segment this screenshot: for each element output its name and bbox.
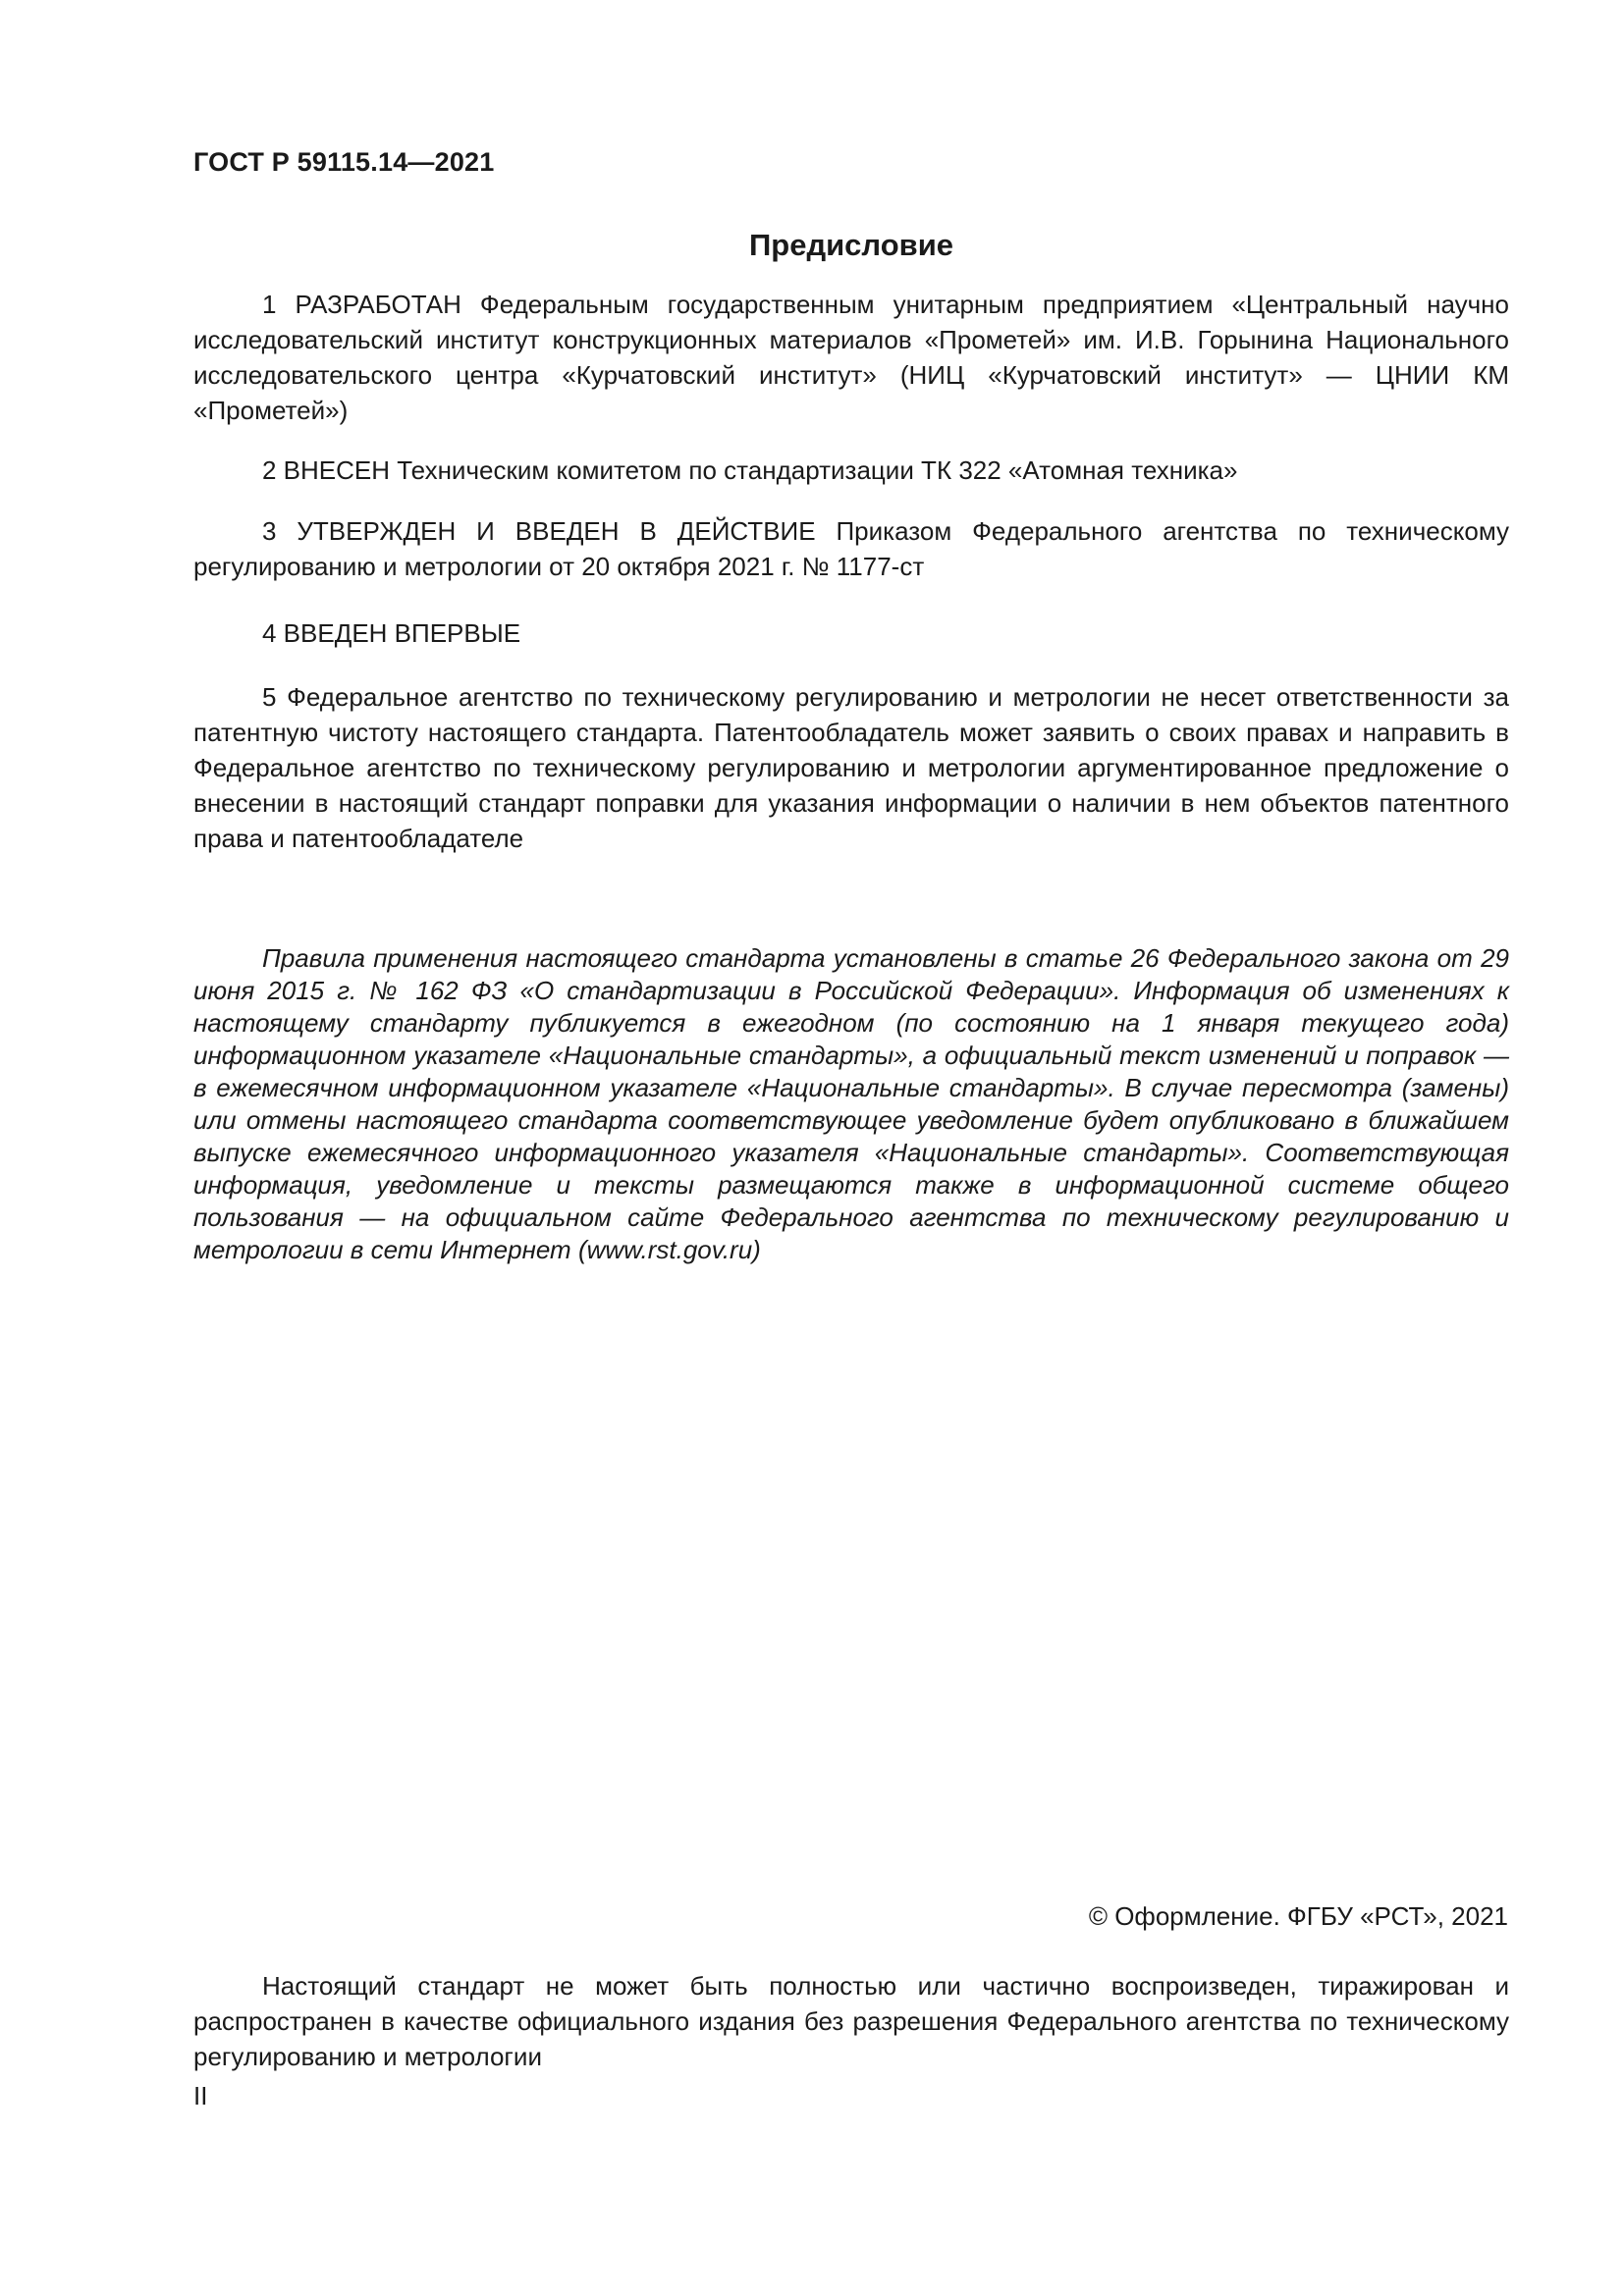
page-title: Предисловие [748,228,953,262]
foreword-item-4: 4 ВВЕДЕН ВПЕРВЫЕ [262,618,521,648]
reproduction-notice: Настоящий стандарт не может быть полностью или частично воспроизведен, тиражирован и распространен в качестве официального издания без разрешения Федерального агентства по техническому регулированию и метрологии [193,1971,1509,2071]
foreword-item-3: 3 УТВЕРЖДЕН И ВВЕДЕН В ДЕЙСТВИЕ Приказом Федерального агентства по техническому регулированию и метрологии от 20 октября 2021 г. № 1177-ст [193,516,1509,581]
standard-application-notice: Правила применения настоящего стандарта установлены в статье 26 Федерального закона от 29 июня 2015 г. № 162 ФЗ «О стандартизации в Российской Федерации». Информация об изменениях к настоящему стандарту публикуется в ежегодном (по состоянию на 1 января текущего года) информационном указателе «Национальные стандарты», а официальный текст изменений и поправок — в ежемесячном информационном указателе «Национальные стандарты». В случае пересмотра (замены) или отмены настоящего стандарта соответствующее уведомление будет опубликовано в ближайшем выпуске ежемесячного информационного указателя «Национальные стандарты». Соответствующая информация, уведомление и тексты размещаются также в информационной системе общего пользования — на официальном сайте Федерального агентства по техническому регулированию и метрологии в сети Интернет (www.rst.gov.ru) [193,943,1509,1264]
foreword-item-1: 1 РАЗРАБОТАН Федеральным государственным унитарным предприятием «Центральный научно исследовательский институт конструкционных материалов «Прометей» им. И.В. Горынина Национального исследовательского центра «Курчатовский институт» (НИЦ «Курчатовский институт» — ЦНИИ КМ «Прометей») [193,290,1509,425]
foreword-item-5: 5 Федеральное агентство по техническому регулированию и метрологии не несет ответственности за патентную чистоту настоящего стандарта. Патентообладатель может заявить о своих правах и направить в Федеральное агентство по техническому регулированию и метрологии аргументированное предложение о внесении в настоящий стандарт поправки для указания информации о наличии в нем объектов патентного права и патентообладателе [193,682,1509,853]
copyright-line: © Оформление. ФГБУ «РСТ», 2021 [1088,1901,1508,1931]
document-code: ГОСТ Р 59115.14—2021 [193,147,495,177]
page-number: II [193,2081,208,2110]
foreword-item-2: 2 ВНЕСЕН Техническим комитетом по стандартизации ТК 322 «Атомная техника» [262,455,1238,485]
